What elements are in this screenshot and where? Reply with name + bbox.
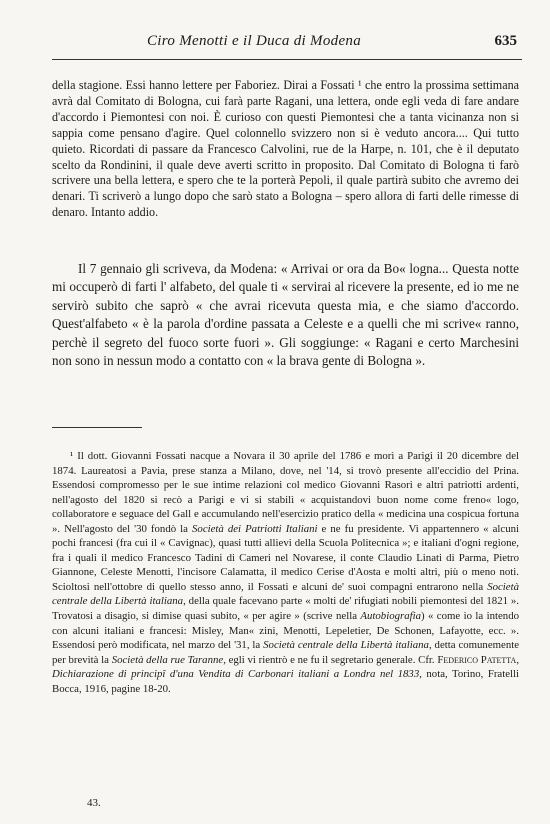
footnote-italic: Società della rue Taranne: [111, 653, 224, 666]
footnote-text: , nota, Torino, Fratelli Bocca, 1916, pagine 18-20.: [52, 668, 519, 695]
footnote-italic: Società centrale della Libertà italiana: [263, 639, 429, 652]
running-title: Ciro Menotti e il Duca di Modena: [147, 33, 362, 49]
footnote-text: , detta comunemente per brevità la: [52, 639, 520, 666]
footnote-italic: Società dei Patriotti Italiani: [192, 522, 318, 535]
page-number: 635: [494, 33, 517, 49]
footnote-text: ) « come io la intendo con alcuni italiani e francesi: Misley, Man« zini, Menotti, Lepeletier, De Schonen, Lafayotte, ecc. ». Essendosi però modificata, nel marzo del '31, la: [52, 610, 519, 652]
footnote-text: ¹ Il dott. Giovanni Fossati nacque a Novara il 30 aprile del 1786 e morì a Parigi il 20 dicembre del 1874. Laureatosi a Pavia, prese stanza a Milano, dove, nel '14, si trovò presente all'eccidio del Prina. Essendosi compromesso per le sue intime relazioni col medico Giovanni Rasori e altri patriotti ardenti, nell'agosto del 1820 si recò a Parigi e vi si stabilì « acquistandovi buon nome come freno« logo, collaboratore e seguace del Gall e accumulando nell'esercizio pratico della « medicina una cospicua fortuna ». Nell'agosto del '30 fondò la: [52, 450, 519, 535]
footnote-italic: Dichiarazione di principî d'una Vendita di Carbonari italiani a Londra nel 1833: [52, 668, 420, 681]
footnote: [52, 449, 519, 696]
footnote-author: Federico Patetta: [437, 653, 517, 666]
footnote-text: , della quale facevano parte « molti de' rifugiati nobili piemontesi del 1821 ». Trovatosi a disagio, si dimise quasi subito, « per agire » (scrive nella: [52, 595, 519, 623]
footnote-text: e ne fu presidente. Vi appartennero « alcuni pochi francesi (fra cui il « Cavignac), quasi tutti allievi della Scuola Politecnica »; e italiani d'ogni regione, fra i quali il medico Francesco Tadini di Cameri nel Novarese, il conte Claudio Linati di Parma, Pietro Giannone, Celeste Menotti, l'incisore Calamatta, il medico Cerise d'Aosta e molti altri, più o meno noti. Scioltosi nell'ottobre di quello stesso anno, il Fossati e alcuni de' suoi compagni entrarono nella: [52, 522, 520, 593]
running-head: [52, 33, 517, 55]
footnote-rule: [52, 427, 142, 428]
signature-mark: 43.: [87, 797, 101, 809]
footnote-text: , egli vi rientrò e ne fu il segretario generale. Cfr.: [223, 653, 438, 666]
header-rule: [52, 59, 522, 60]
footnote-text: ,: [516, 653, 520, 666]
footnote-italic: Società centrale della Libertà italiana: [52, 580, 519, 608]
body-paragraph-2: Il 7 gennaio gli scriveva, da Modena: « Arrivai or ora da Bo« logna... Questa notte mi occuperò di farti l' alfabeto, del quale ti « servirai al ricevere la presente, ed io me ne servirò subito che saprò « che avrai ricevuta questa mia, e che siamo d'accordo. Quest'alfabeto « è la parola d'ordine passata a Celeste e a quelli che mi scrive« ranno, perchè il segreto del fuoco sorte fuori ». Gli soggiunge: « Ragani e certo Marchesini non sono in nessun modo a contatto con « la brava gente di Bologna ».: [52, 261, 519, 369]
body-paragraph-1: della stagione. Essi hanno lettere per Faboriez. Dirai a Fossati ¹ che entro la prossima settimana avrà dal Comitato di Bologna, cui farà parte Ragani, una lettera, onde egli veda di fare andare d'accordo i Piemontesi con noi. È curioso con questi Piemontesi che a tanta vicinanza non si sappia come pensano d'agire. Quel colonnello svizzero non si è veduto ancora.... Qui tutto quieto. Ricordati di passare da Francesco Calvolini, rue de la Harpe, n. 101, che è il deputato scelto da Rondinini, il quale deve averti scritto in proposito. Dal Comitato di Bologna ti farò scrivere una bella lettera, e spero che te la porterà Pepoli, il quale partirà subito che avremo dei denari. Ti scriverò a lungo dopo che sarò stato a Bologna – spero allora di farti delle rimesse di denaro. Intanto addio.: [52, 78, 519, 220]
footnote-italic: Autobiografia: [360, 610, 421, 623]
